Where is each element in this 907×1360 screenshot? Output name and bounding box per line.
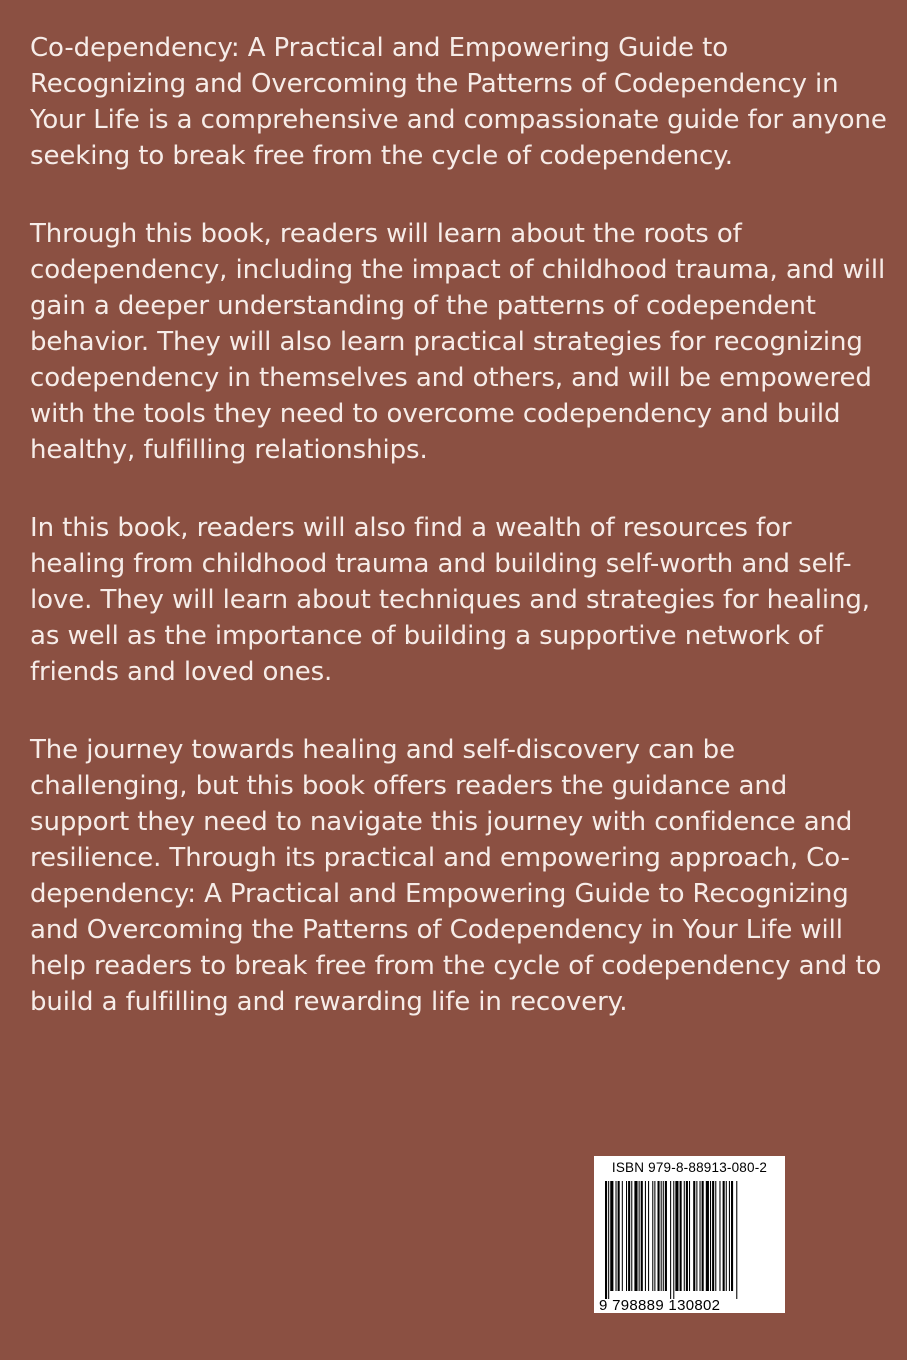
isbn-label: ISBN 979-8-88913-080-2 bbox=[611, 1160, 768, 1175]
blurb-text bbox=[30, 30, 890, 1062]
barcode-digits: 9 798889 130802 bbox=[599, 1297, 721, 1314]
blurb-paragraph-2: Through this book, readers will learn about the roots of codependency, including the impact of childhood trauma, and will gain a deeper understanding of the patterns of codependent behavior. They will also learn practical strategies for recognizing codependency in themselves and others, and will be empowered with the tools they need to overcome codependency and build healthy, fulfilling relationships. bbox=[30, 219, 886, 465]
barcode-icon bbox=[599, 1181, 780, 1299]
blurb-paragraph-3: In this book, readers will also find a wealth of resources for healing from childhood trauma and building self-worth and self-love. They will learn about techniques and strategies for healing, as well as the importance of building a supportive network of friends and loved ones. bbox=[30, 513, 870, 687]
blurb-paragraph-1: Co-dependency: A Practical and Empowering Guide to Recognizing and Overcoming the Patterns of Codependency in Your Life is a comprehensive and compassionate guide for anyone seeking to break free from the cycle of codependency. bbox=[30, 33, 887, 171]
blurb-paragraph-4: The journey towards healing and self-discovery can be challenging, but this book offers readers the guidance and support they need to navigate this journey with confidence and resilience. Through its practical and empowering approach, Co-dependency: A Practical and Empowering Guide to Recognizing and Overcoming the Patterns of Codependency in Your Life will help readers to break free from the cycle of codependency and to build a fulfilling and rewarding life in recovery. bbox=[30, 735, 882, 1017]
isbn-barcode-box bbox=[594, 1156, 785, 1313]
